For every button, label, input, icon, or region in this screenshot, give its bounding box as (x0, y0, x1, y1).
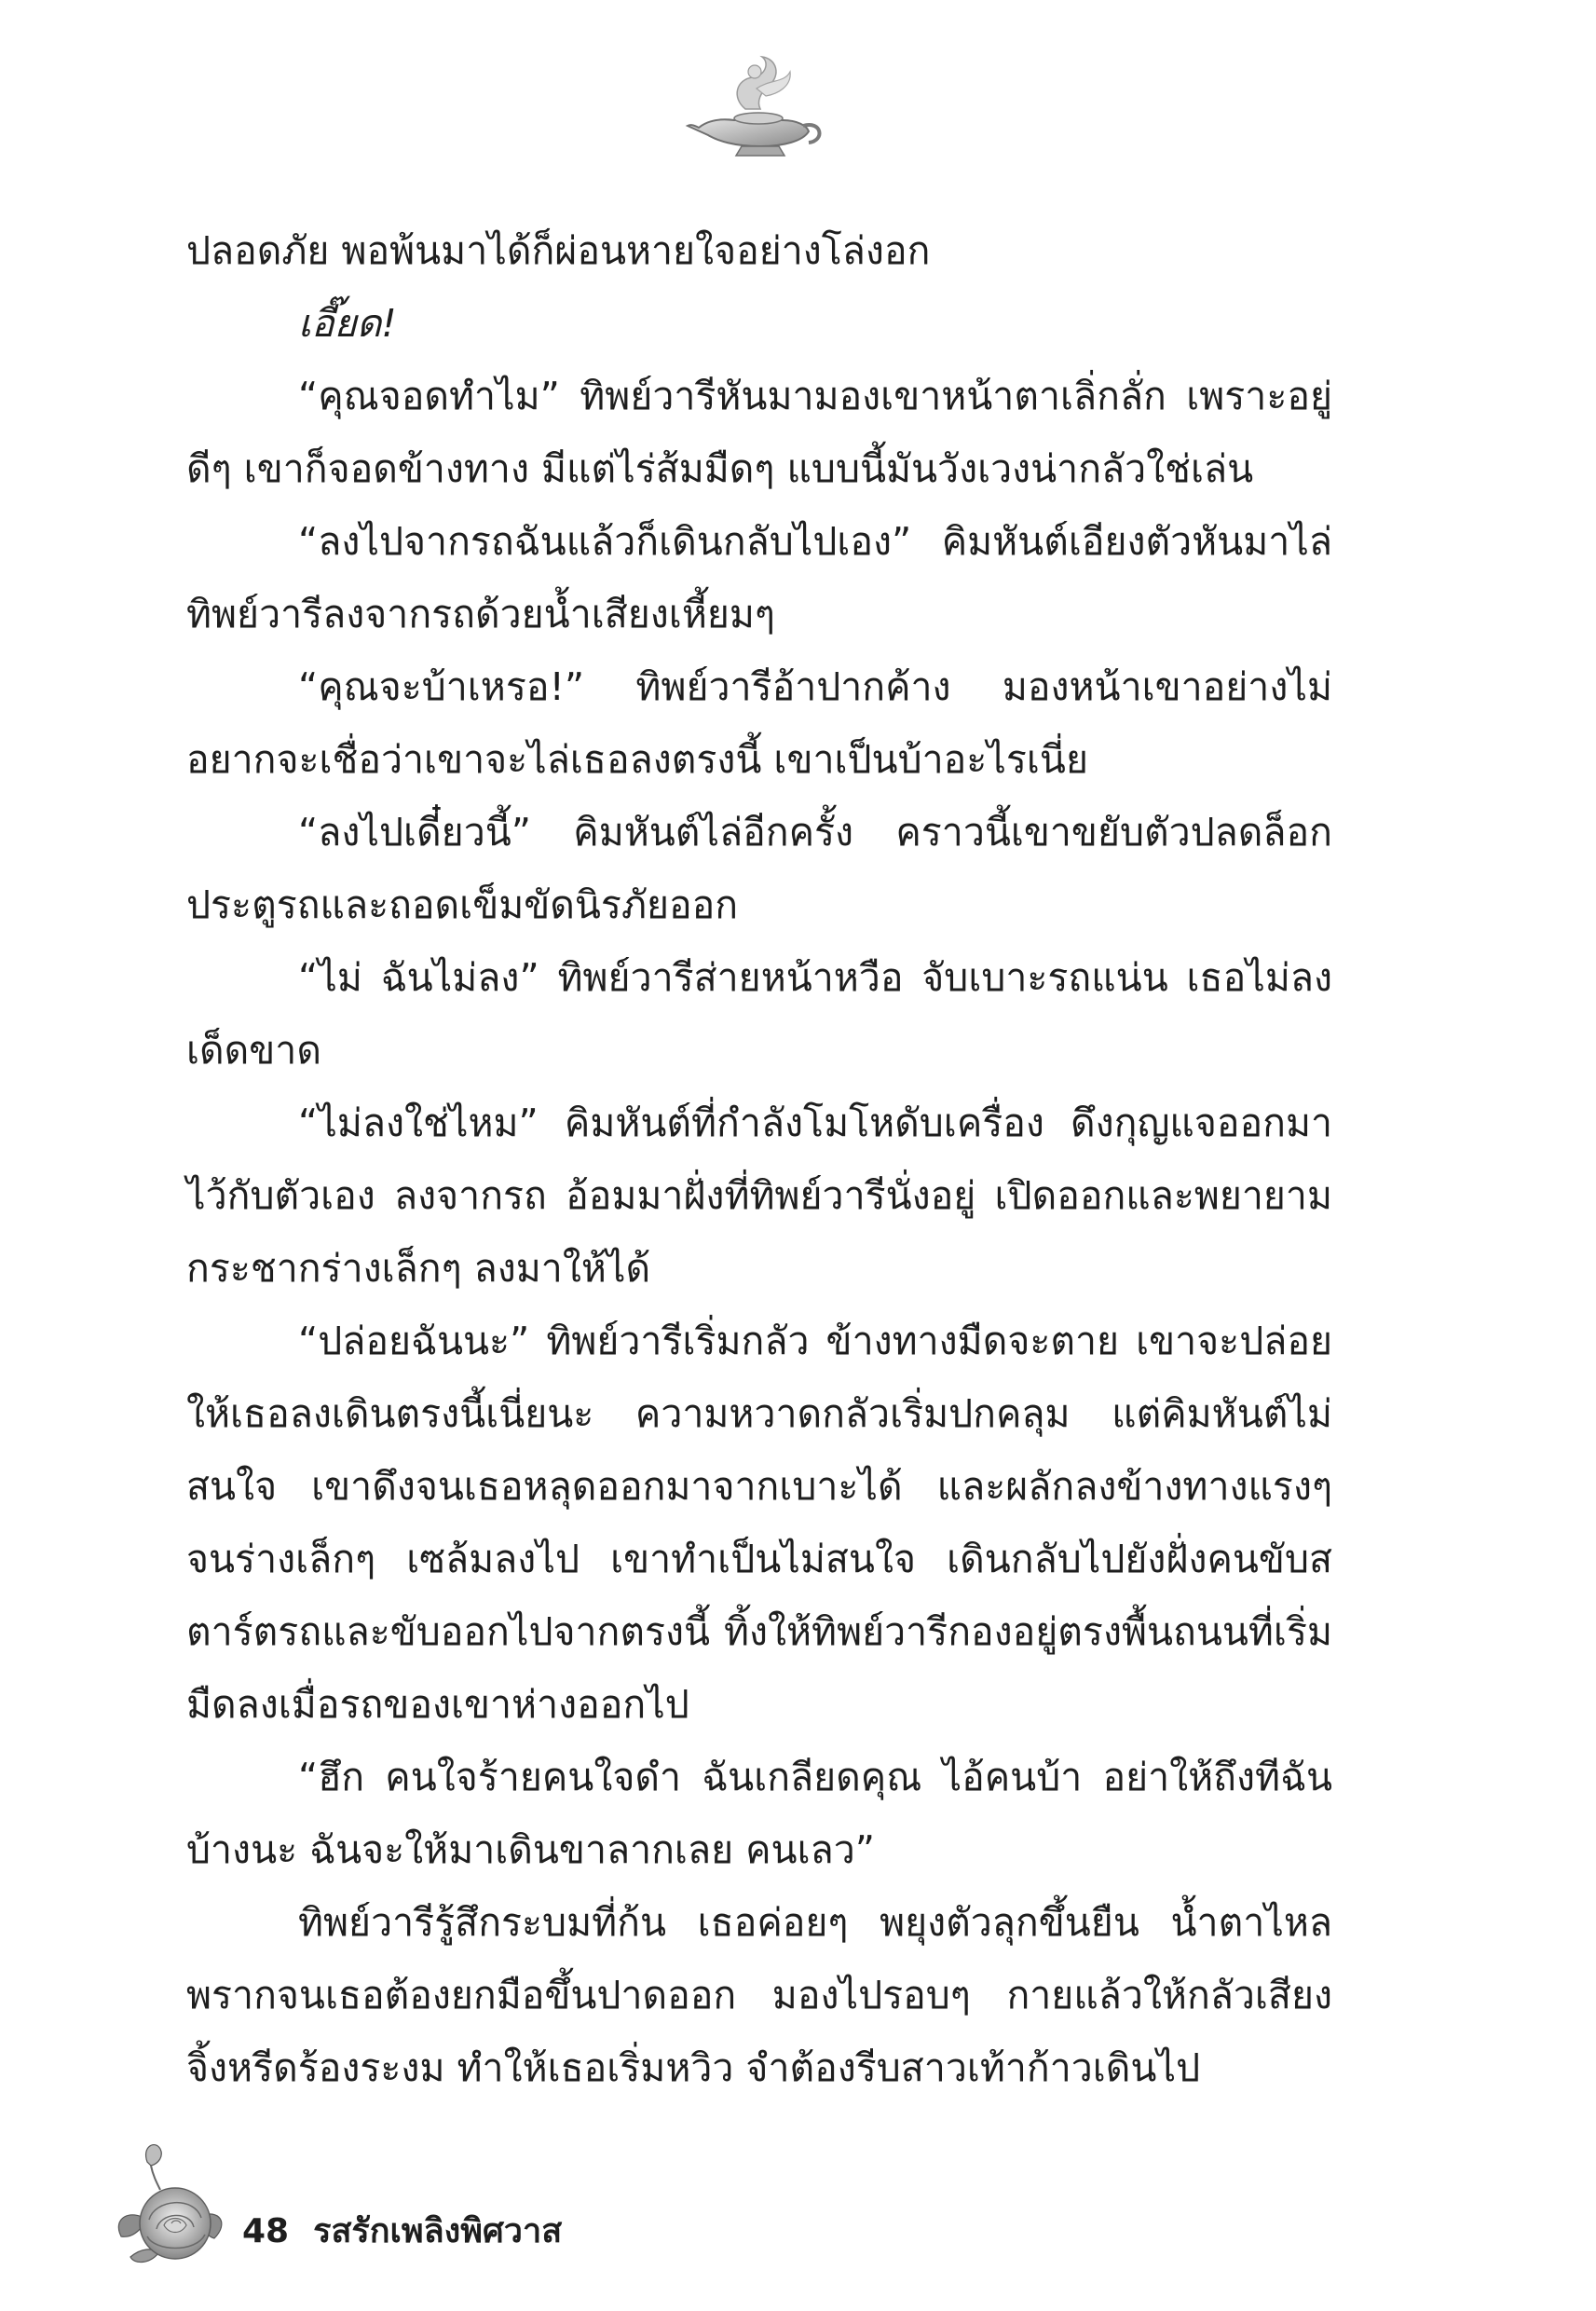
paragraph: “ลงไปเดี๋ยวนี้” คิมหันต์ไล่อีกครั้ง คราวนี้เขาขยับตัวปลดล็อกประตูรถและถอดเข็มขัดนิรภัยออก (186, 810, 1332, 927)
body-text (186, 214, 1332, 2104)
sound-effect: เอี๊ยด! (298, 301, 397, 346)
paragraph: “คุณจะบ้าเหรอ!” ทิพย์วารีอ้าปากค้าง มองหน้าเขาอย่างไม่อยากจะเชื่อว่าเขาจะไล่เธอลงตรงนี้ เขาเป็นบ้าอะไรเนี่ย (186, 664, 1332, 782)
page-number: 48 (242, 2212, 290, 2250)
footer-text (242, 2204, 562, 2257)
paragraph: “ปล่อยฉันนะ” ทิพย์วารีเริ่มกลัว ข้างทางมืดจะตาย เขาจะปล่อยให้เธอลงเดินตรงนี้เนี่ยนะ ความหวาดกลัวเริ่มปกคลุม แต่คิมหันต์ไม่สนใจ เขาดึงจนเธอหลุดออกมาจากเบาะได้ และผลักลงข้างทางแรงๆ จนร่างเล็กๆ เซล้มลงไป เขาทำเป็นไม่สนใจ เดินกลับไปยังฝั่งคนขับสตาร์ตรถและขับออกไปจากตรงนี้ ทิ้งให้ทิพย์วารีกองอยู่ตรงพื้นถนนที่เริ่มมืดลงเมื่อรถของเขาห่างออกไป (186, 1319, 1332, 1727)
genie-lamp-icon (680, 51, 829, 163)
paragraph: “ลงไปจากรถฉันแล้วก็เดินกลับไปเอง” คิมหันต์เอียงตัวหันมาไล่ทิพย์วารีลงจากรถด้วยน้ำเสียงเหี้ยมๆ (186, 519, 1332, 636)
paragraph: “ไม่ ฉันไม่ลง” ทิพย์วารีส่ายหน้าหวือ จับเบาะรถแน่น เธอไม่ลงเด็ดขาด (186, 955, 1332, 1073)
paragraph: “คุณจอดทำไม” ทิพย์วารีหันมามองเขาหน้าตาเลิ่กลั่ก เพราะอยู่ดีๆ เขาก็จอดข้างทาง มีแต่ไร่ส้มมืดๆ แบบนี้มันวังเวงน่ากลัวใช่เล่น (186, 374, 1332, 491)
book-title: รสรักเพลิงพิศวาส (313, 2212, 563, 2250)
paragraph: “ฮึก คนใจร้ายคนใจดำ ฉันเกลียดคุณ ไอ้คนบ้า อย่าให้ถึงทีฉันบ้างนะ ฉันจะให้มาเดินขาลากเลย คนเลว” (186, 1755, 1332, 1872)
page-footer (102, 2134, 755, 2274)
paragraph: ปลอดภัย พอพ้นมาได้ก็ผ่อนหายใจอย่างโล่งอก (186, 228, 931, 273)
paragraph: ทิพย์วารีรู้สึกระบมที่ก้น เธอค่อยๆ พยุงตัวลุกขึ้นยืน น้ำตาไหลพรากจนเธอต้องยกมือขึ้นปาดออก มองไปรอบๆ กายแล้วให้กลัวเสียงจิ้งหรีดร้องระงม ทำให้เธอเริ่มหวิว จำต้องรีบสาวเท้าก้าวเดินไป (186, 1900, 1332, 2090)
paragraph: “ไม่ลงใช่ไหม” คิมหันต์ที่กำลังโมโหดับเครื่อง ดึงกุญแจออกมาไว้กับตัวเอง ลงจากรถ อ้อมมาฝั่งที่ทิพย์วารีนั่งอยู่ เปิดออกและพยายามกระชากร่างเล็กๆ ลงมาให้ได้ (186, 1101, 1332, 1291)
rose-icon (102, 2134, 242, 2274)
